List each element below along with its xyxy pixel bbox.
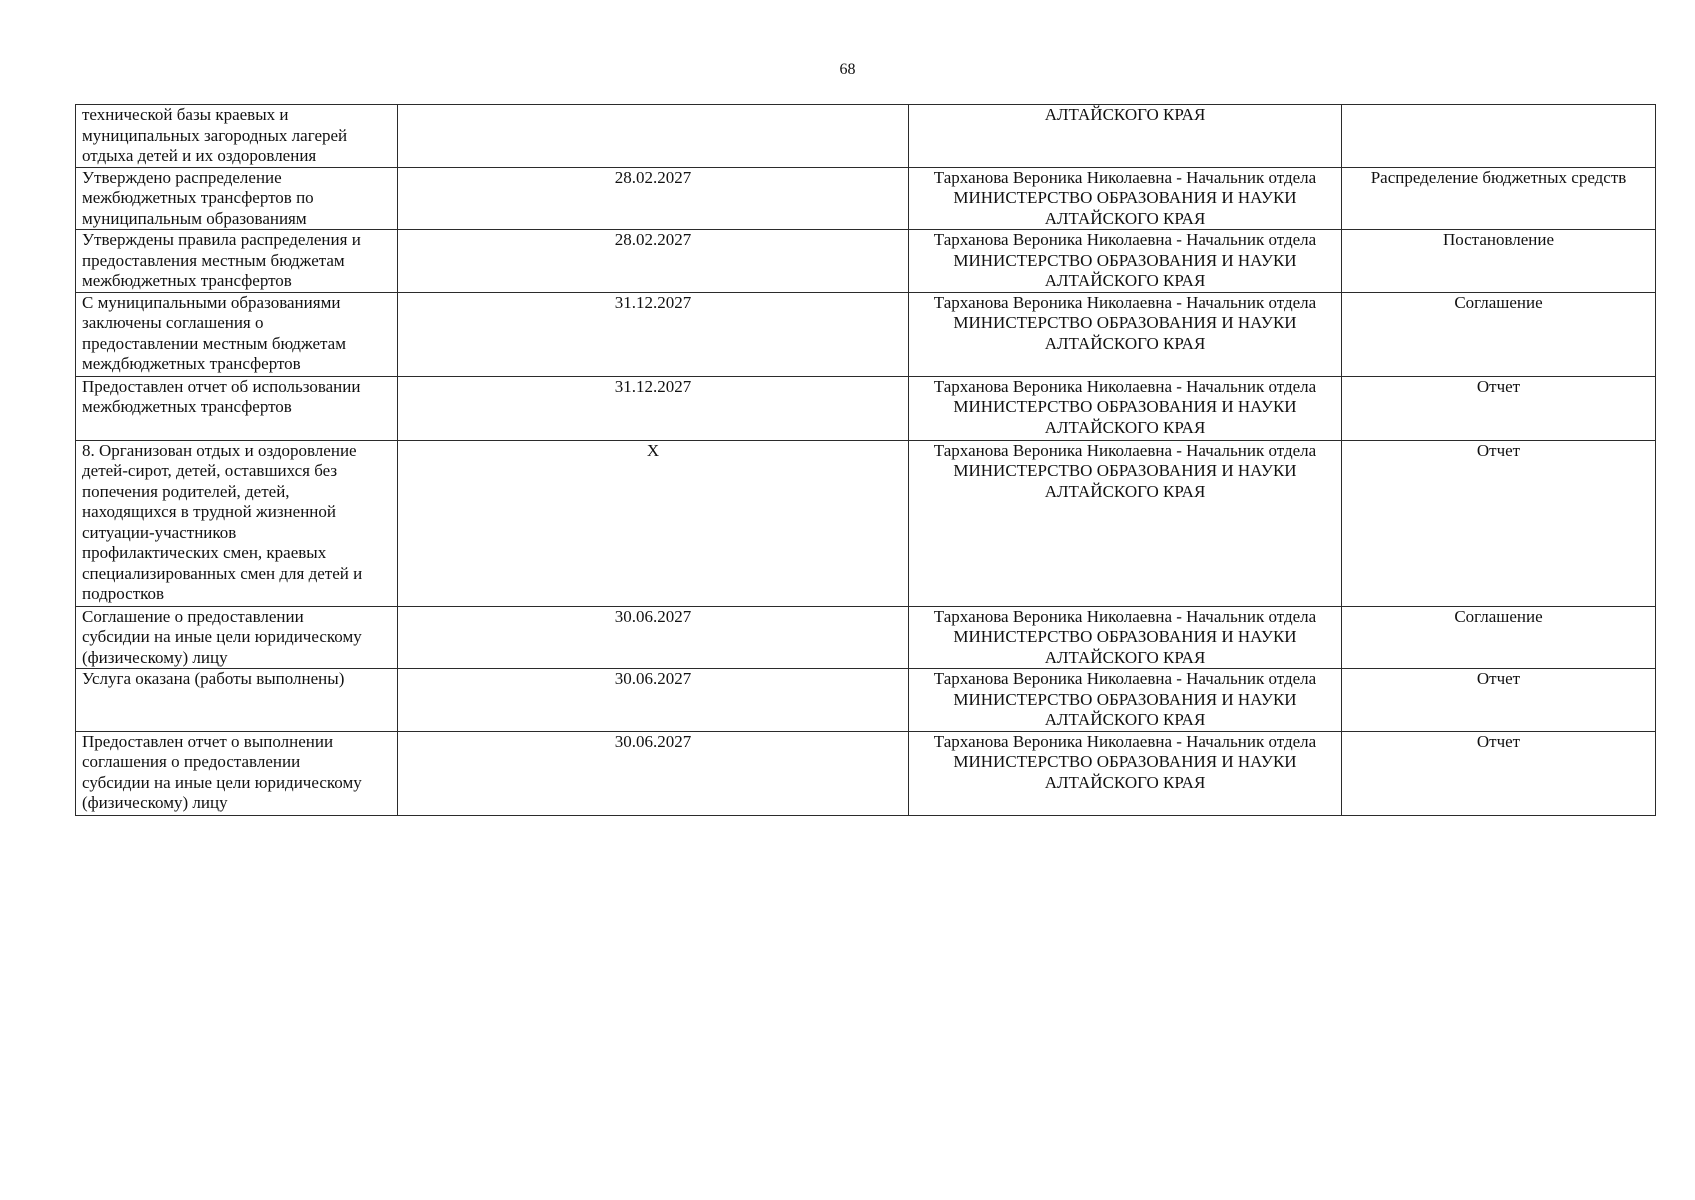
responsible-text-line: АЛТАЙСКОГО КРАЯ	[1044, 208, 1206, 228]
responsible-text-line: АЛТАЙСКОГО КРАЯ	[1044, 647, 1206, 667]
deadline-text: 28.02.2027	[614, 167, 692, 187]
table-row	[76, 606, 1656, 669]
event-cell	[76, 376, 398, 440]
event-text-line: межбюджетных трансфертов по	[82, 188, 314, 207]
document-type-text: Соглашение	[1454, 292, 1543, 312]
deadline-text: 30.06.2027	[614, 606, 692, 626]
event-text-line: 8. Организован отдых и оздоровление	[82, 440, 357, 460]
deadline-text: 31.12.2027	[614, 292, 692, 312]
event-cell	[76, 440, 398, 606]
responsible-text-line: Тарханова Вероника Николаевна - Начальник отдела	[933, 440, 1317, 460]
event-text-line: Соглашение о предоставлении	[82, 606, 304, 626]
event-text-line: технической базы краевых и	[82, 105, 289, 124]
responsible-text-line: МИНИСТЕРСТВО ОБРАЗОВАНИЯ И НАУКИ	[953, 752, 1297, 771]
document-type-text: Отчет	[1476, 731, 1521, 751]
event-text-line: Услуга оказана (работы выполнены)	[82, 669, 345, 688]
document-type-text: Распределение бюджетных средств	[1370, 167, 1627, 187]
deadline-cell	[398, 230, 909, 293]
event-text-line: соглашения о предоставлении	[82, 752, 301, 771]
document-type-text: Соглашение	[1454, 606, 1543, 626]
responsible-text-line: МИНИСТЕРСТВО ОБРАЗОВАНИЯ И НАУКИ	[953, 188, 1297, 207]
event-cell	[76, 230, 398, 293]
event-cell	[76, 292, 398, 376]
event-text-line: субсидии на иные цели юридическому	[82, 627, 362, 646]
responsible-text-line: АЛТАЙСКОГО КРАЯ	[1044, 772, 1206, 792]
responsible-text-line: Тарханова Вероника Николаевна - Начальник отдела	[933, 376, 1317, 396]
document-type-text: Отчет	[1476, 440, 1521, 460]
deadline-text: Х	[646, 440, 660, 460]
document-cell	[1342, 292, 1656, 376]
responsible-cell	[909, 292, 1342, 376]
responsible-text-line: Тарханова Вероника Николаевна - Начальник отдела	[933, 167, 1317, 187]
table-row	[76, 230, 1656, 293]
deadline-cell	[398, 669, 909, 732]
responsible-text-line: Тарханова Вероника Николаевна - Начальник отдела	[933, 230, 1317, 249]
deadline-cell	[398, 167, 909, 230]
event-text-line: межбюджетных трансфертов	[82, 397, 292, 416]
event-text-line: Предоставлен отчет об использовании	[82, 376, 361, 396]
table-row	[76, 731, 1656, 815]
deadline-cell	[398, 606, 909, 669]
event-text-line: Предоставлен отчет о выполнении	[82, 731, 334, 751]
document-cell	[1342, 669, 1656, 732]
event-cell	[76, 167, 398, 230]
event-text-line: (физическому) лицу	[82, 793, 228, 812]
plan-table	[75, 104, 1656, 816]
responsible-text-line: АЛТАЙСКОГО КРАЯ	[1044, 333, 1206, 353]
event-text-line: Утверждено распределение	[82, 167, 282, 187]
responsible-text-line: МИНИСТЕРСТВО ОБРАЗОВАНИЯ И НАУКИ	[953, 250, 1297, 270]
deadline-text: 30.06.2027	[614, 731, 692, 751]
responsible-text-line: МИНИСТЕРСТВО ОБРАЗОВАНИЯ И НАУКИ	[953, 397, 1297, 416]
responsible-cell	[909, 105, 1342, 168]
table-row	[76, 376, 1656, 440]
responsible-cell	[909, 669, 1342, 732]
document-cell	[1342, 731, 1656, 815]
event-text-line: попечения родителей, детей,	[82, 481, 290, 501]
responsible-cell	[909, 731, 1342, 815]
responsible-cell	[909, 376, 1342, 440]
responsible-text-line: Тарханова Вероника Николаевна - Начальник отдела	[933, 606, 1317, 626]
document-type-text: Отчет	[1476, 669, 1521, 688]
event-text-line: специализированных смен для детей и	[82, 563, 363, 583]
event-text-line: заключены соглашения о	[82, 313, 264, 332]
deadline-text: 31.12.2027	[614, 376, 692, 396]
responsible-cell	[909, 606, 1342, 669]
event-text-line: (физическому) лицу	[82, 647, 228, 667]
document-cell	[1342, 167, 1656, 230]
document-cell	[1342, 230, 1656, 293]
document-cell	[1342, 376, 1656, 440]
deadline-text: 28.02.2027	[614, 230, 692, 249]
responsible-text-line: МИНИСТЕРСТВО ОБРАЗОВАНИЯ И НАУКИ	[953, 627, 1297, 646]
document-cell	[1342, 105, 1656, 168]
event-text-line: муниципальным образованиям	[82, 208, 307, 228]
table-row	[76, 167, 1656, 230]
deadline-cell	[398, 440, 909, 606]
deadline-cell	[398, 105, 909, 168]
deadline-text: 30.06.2027	[614, 669, 692, 688]
event-text-line: межбюджетных трансфертов	[82, 271, 292, 290]
deadline-cell	[398, 292, 909, 376]
table-row	[76, 440, 1656, 606]
table-body	[76, 105, 1656, 816]
responsible-text-line: МИНИСТЕРСТВО ОБРАЗОВАНИЯ И НАУКИ	[953, 313, 1297, 332]
event-text-line: ситуации-участников	[82, 522, 237, 542]
responsible-text-line: АЛТАЙСКОГО КРАЯ	[1044, 105, 1206, 124]
responsible-text-line: Тарханова Вероника Николаевна - Начальник отдела	[933, 669, 1317, 688]
event-cell	[76, 606, 398, 669]
event-cell	[76, 105, 398, 168]
document-type-text: Отчет	[1476, 376, 1521, 396]
event-text-line: профилактических смен, краевых	[82, 543, 327, 562]
event-text-line: предоставлении местным бюджетам	[82, 333, 346, 353]
responsible-text-line: АЛТАЙСКОГО КРАЯ	[1044, 710, 1206, 729]
event-text-line: находящихся в трудной жизненной	[82, 502, 336, 521]
event-text-line: муниципальных загородных лагерей	[82, 125, 348, 145]
document-cell	[1342, 440, 1656, 606]
responsible-text-line: АЛТАЙСКОГО КРАЯ	[1044, 271, 1206, 290]
responsible-cell	[909, 230, 1342, 293]
responsible-cell	[909, 167, 1342, 230]
table-row	[76, 292, 1656, 376]
page-number: 68	[839, 61, 856, 78]
event-cell	[76, 669, 398, 732]
responsible-cell	[909, 440, 1342, 606]
event-text-line: подростков	[82, 584, 165, 603]
responsible-text-line: АЛТАЙСКОГО КРАЯ	[1044, 481, 1206, 501]
deadline-cell	[398, 376, 909, 440]
responsible-text-line: МИНИСТЕРСТВО ОБРАЗОВАНИЯ И НАУКИ	[953, 461, 1297, 480]
table-row	[76, 105, 1656, 168]
event-text-line: детей-сирот, детей, оставшихся без	[82, 461, 338, 480]
event-text-line: предоставления местным бюджетам	[82, 250, 345, 270]
event-text-line: С муниципальными образованиями	[82, 292, 341, 312]
responsible-text-line: АЛТАЙСКОГО КРАЯ	[1044, 417, 1206, 437]
event-text-line: отдыха детей и их оздоровления	[82, 146, 317, 165]
responsible-text-line: Тарханова Вероника Николаевна - Начальник отдела	[933, 292, 1317, 312]
deadline-cell	[398, 731, 909, 815]
table-row	[76, 669, 1656, 732]
event-text-line: междбюджетных трансфертов	[82, 354, 301, 373]
event-text-line: субсидии на иные цели юридическому	[82, 772, 362, 792]
responsible-text-line: Тарханова Вероника Николаевна - Начальник отдела	[933, 731, 1317, 751]
responsible-text-line: МИНИСТЕРСТВО ОБРАЗОВАНИЯ И НАУКИ	[953, 689, 1297, 709]
event-cell	[76, 731, 398, 815]
event-text-line: Утверждены правила распределения и	[82, 230, 361, 249]
document-cell	[1342, 606, 1656, 669]
document-type-text: Постановление	[1442, 230, 1555, 249]
